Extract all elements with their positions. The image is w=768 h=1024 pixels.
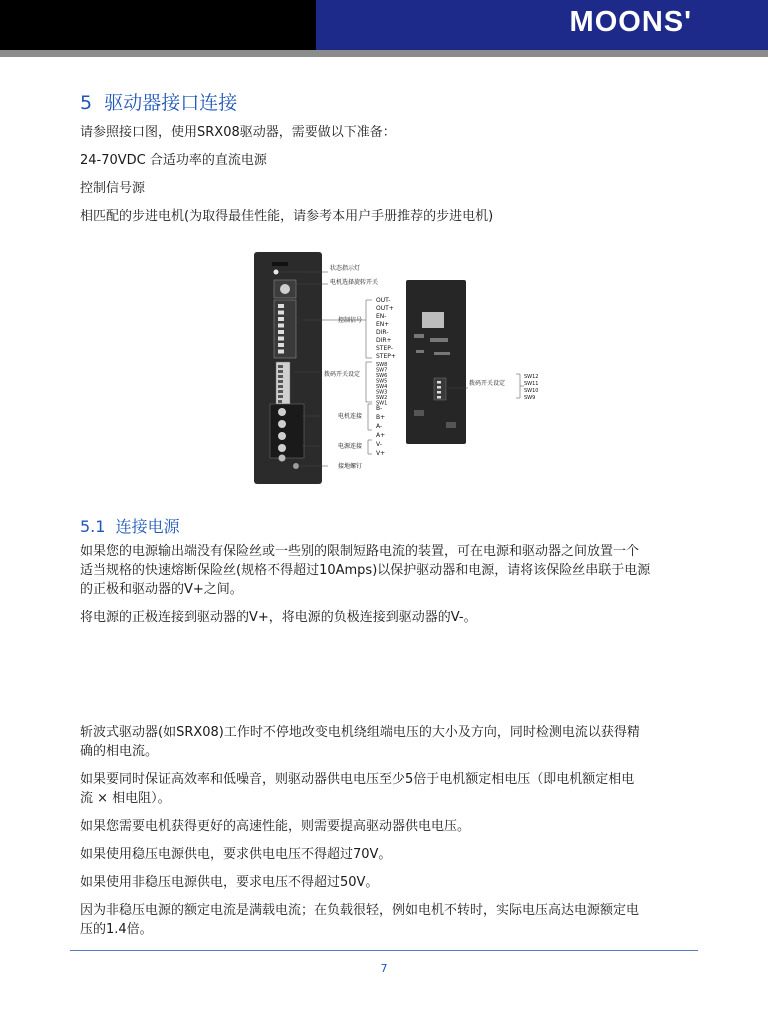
intro-paragraph: 请参照接口图，使用SRX08驱动器，需要做以下准备： xyxy=(80,125,396,140)
fuse-paragraph-line: 的正极和驱动器的V+之间。 xyxy=(80,582,243,597)
fuse-paragraph-line: 适当规格的快速熔断保险丝(规格不得超过10Amps)以保护驱动器和电源，请将该保险丝串联于电源 xyxy=(80,563,651,578)
motor-pin-label: B- xyxy=(376,405,383,412)
header-blue-band xyxy=(316,0,768,50)
moons-logo: MOONS' xyxy=(569,6,692,38)
header-rule xyxy=(0,50,768,57)
section-heading xyxy=(80,88,237,115)
callout-status-led: 状态指示灯 xyxy=(330,265,361,272)
motor-pin-label: A+ xyxy=(376,432,386,439)
rated-current-line: 因为非稳压电源的额定电流是满载电流；在负载很轻，例如电机不转时，实际电压高达电源额定电 xyxy=(80,903,640,918)
mount-slot xyxy=(272,262,288,266)
sw-label: SW12 xyxy=(524,374,539,380)
polarity-paragraph: 将电源的正极连接到驱动器的V+，将电源的负极连接到驱动器的V-。 xyxy=(80,610,477,625)
signal-label: STEP+ xyxy=(376,353,396,360)
callout-control-signal: 控制信号 xyxy=(338,317,363,324)
sw-label: SW1 xyxy=(376,400,388,407)
footer-rule xyxy=(70,950,698,951)
callout-power-conn: 电源连接 xyxy=(338,443,363,450)
signal-labels xyxy=(376,297,396,360)
signal-label: EN- xyxy=(376,313,387,320)
rotary-knob xyxy=(280,284,290,294)
sw-label: SW8 xyxy=(376,362,388,368)
driver-interface-diagram xyxy=(254,252,544,487)
callout-side-dip: 拨码开关设定 xyxy=(469,380,506,387)
high-speed-paragraph: 如果您需要电机获得更好的高速性能，则需要提高驱动器供电电压。 xyxy=(80,819,471,834)
motor-power-terminal xyxy=(270,404,304,458)
sw-label: SW4 xyxy=(376,384,388,390)
sw-label: SW6 xyxy=(376,373,388,379)
callout-motor-switch: 电机选择旋转开关 xyxy=(330,279,379,286)
sw-label: SW3 xyxy=(376,389,388,396)
requirement-signal: 控制信号源 xyxy=(80,181,146,196)
signal-label: EN+ xyxy=(376,321,390,328)
section-title: 驱动器接口连接 xyxy=(104,92,238,114)
status-led xyxy=(274,270,279,275)
control-connector xyxy=(274,300,296,358)
motor-pin-labels xyxy=(376,405,385,439)
chopper-paragraph-line: 斩波式驱动器(如SRX08)工作时不停地改变电机绕组端电压的大小及方向，同时检测电流以获得精 xyxy=(80,725,640,740)
callout-dip-switch: 拨码开关设定 xyxy=(324,371,361,378)
signal-label: DIR+ xyxy=(376,337,392,344)
subsection-title: 连接电源 xyxy=(115,517,180,536)
signal-label: STEP- xyxy=(376,345,393,352)
unregulated-supply-paragraph: 如果使用非稳压电源供电，要求电压不得超过50V。 xyxy=(80,875,379,890)
power-pin-label: V+ xyxy=(376,450,386,457)
rated-current-line: 压的1.4倍。 xyxy=(80,922,153,937)
signal-label: OUT- xyxy=(376,297,391,304)
sw-label: SW9 xyxy=(524,395,536,401)
chopper-paragraph-line: 确的相电流。 xyxy=(80,744,159,759)
signal-label: OUT+ xyxy=(376,305,394,312)
sw-label: SW5 xyxy=(376,378,388,385)
sw-label: SW11 xyxy=(524,381,539,387)
sw-label: SW10 xyxy=(524,388,539,394)
requirement-power: 24-70VDC 合适功率的直流电源 xyxy=(80,153,267,168)
motor-pin-label: A- xyxy=(376,423,383,430)
page-number: 7 xyxy=(380,962,388,975)
sw-right-labels xyxy=(524,374,538,401)
subsection-heading xyxy=(80,514,180,537)
side-label-plate xyxy=(422,312,444,328)
sw-label: SW7 xyxy=(376,367,388,374)
header-black-band xyxy=(0,0,316,50)
power-pin-label: V- xyxy=(376,441,382,448)
fuse-paragraph-line: 如果您的电源输出端没有保险丝或一些别的限制短路电流的装置，可在电源和驱动器之间放置一个 xyxy=(80,544,640,559)
motor-pin-label: B+ xyxy=(376,414,386,421)
subsection-number: 5.1 xyxy=(80,517,106,536)
callout-ground-screw: 接地螺钉 xyxy=(338,463,363,470)
requirement-motor: 相匹配的步进电机(为取得最佳性能，请参考本用户手册推荐的步进电机) xyxy=(80,209,494,224)
voltage-ratio-line: 如果要同时保证高效率和低噪音，则驱动器供电电压至少5倍于电机额定相电压（即电机额定相电 xyxy=(80,772,635,787)
sw-label: SW2 xyxy=(376,395,388,401)
voltage-ratio-line: 流 × 相电阻）。 xyxy=(80,791,171,806)
callout-motor-conn: 电机连接 xyxy=(338,413,363,420)
power-pin-labels xyxy=(376,441,385,457)
regulated-supply-paragraph: 如果使用稳压电源供电，要求供电电压不得超过70V。 xyxy=(80,847,392,862)
sw-left-labels xyxy=(376,362,387,407)
signal-label: DIR- xyxy=(376,329,389,336)
section-number: 5 xyxy=(80,92,93,114)
driver-side-panel xyxy=(406,280,466,444)
